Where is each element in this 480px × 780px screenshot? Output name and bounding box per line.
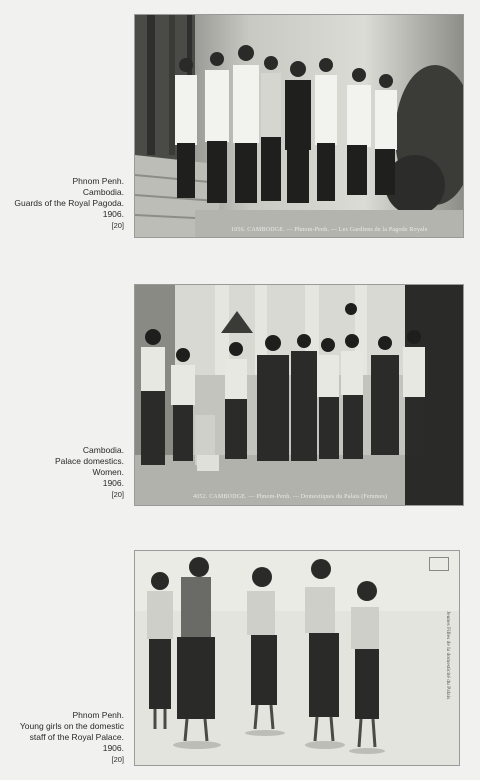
- caption-plate-1: [14, 176, 124, 231]
- caption-ref: [20]: [111, 490, 124, 499]
- postcard-text: 4052. CAMBODGE. — Phnom-Penh. — Domestiques du Palais (Femmes): [193, 494, 388, 500]
- postcard-text: 1056. CAMBODGE. — Phnom-Penh. — Les Gardiens de la Pagode Royale: [231, 227, 428, 233]
- caption-line3: Women.: [92, 467, 124, 477]
- photo-young-girls-palace: [134, 550, 460, 766]
- caption-plate-3: [20, 710, 124, 765]
- photo-girls-image: [135, 551, 459, 765]
- caption-year: 1906.: [102, 743, 124, 753]
- photo-women-image: [135, 285, 463, 505]
- caption-line2: Palace domestics.: [55, 456, 124, 466]
- photo-palace-domestics-women: [134, 284, 464, 506]
- publisher-stamp-icon: [429, 557, 449, 571]
- caption-title: Guards of the Royal Pagoda.: [14, 198, 124, 208]
- caption-place: Phnom Penh.: [72, 176, 124, 186]
- caption-country: Cambodia.: [82, 187, 124, 197]
- caption-plate-2: [55, 445, 124, 500]
- caption-ref: [20]: [111, 221, 124, 230]
- caption-line2: Young girls on the domestic: [19, 721, 124, 731]
- caption-place: Cambodia.: [82, 445, 124, 455]
- caption-place: Phnom Penh.: [72, 710, 124, 720]
- postcard-text: Jeunes Filles de la domesticité du Palais: [445, 611, 451, 700]
- caption-ref: [20]: [111, 755, 124, 764]
- photo-guards-royal-pagoda: [134, 14, 464, 238]
- caption-line3: staff of the Royal Palace.: [29, 732, 124, 742]
- photo-guards-image: [135, 15, 463, 237]
- caption-year: 1906.: [102, 478, 124, 488]
- caption-year: 1906.: [102, 209, 124, 219]
